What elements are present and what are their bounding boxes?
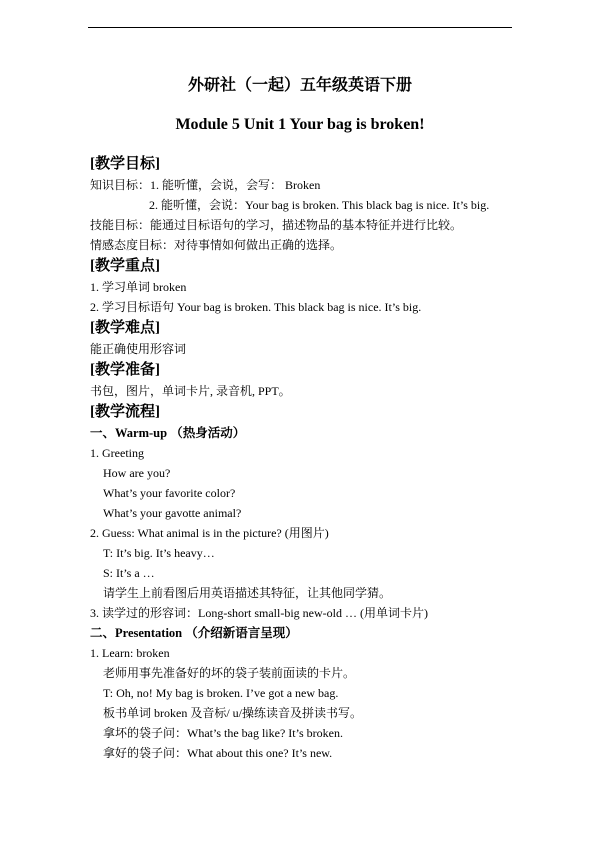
preparation-text: 书包，图片，单词卡片, 录音机, PPT。 bbox=[90, 384, 291, 398]
key-point-item: 1. 学习单词 broken bbox=[90, 280, 187, 294]
greeting-question: What’s your gavotte animal? bbox=[103, 506, 242, 520]
greeting-question: What’s your favorite color? bbox=[103, 486, 236, 500]
presentation-step: 板书单词 broken 及音标/ u/操练读音及拼读书写。 bbox=[103, 706, 362, 720]
document-title: 外研社（一起）五年级英语下册 bbox=[187, 77, 412, 94]
top-rule bbox=[88, 27, 512, 28]
greeting-line: 1. Greeting bbox=[90, 446, 144, 460]
preparation-heading: [教学准备] bbox=[90, 362, 160, 378]
skill-objective: 技能目标：能通过目标语句的学习，描述物品的基本特征并进行比较。 bbox=[90, 218, 463, 232]
presentation-step: 老师用事先准备好的坏的袋子装前面读的卡片。 bbox=[103, 666, 356, 680]
greeting-question: How are you? bbox=[103, 466, 171, 480]
process-heading: [教学流程] bbox=[90, 404, 160, 420]
student-line: S: It’s a … bbox=[103, 566, 155, 580]
presentation-step: 拿好的袋子问：What about this one? It’s new. bbox=[103, 746, 333, 760]
teacher-line: T: It’s big. It’s heavy… bbox=[103, 546, 215, 560]
warmup-section-title: 一、Warm-up （热身活动） bbox=[90, 426, 246, 440]
learn-line: 1. Learn: broken bbox=[90, 646, 170, 660]
presentation-section-title: 二、Presentation （介绍新语言呈现） bbox=[90, 626, 298, 640]
lesson-title: Module 5 Unit 1 Your bag is broken! bbox=[175, 116, 425, 133]
difficulties-heading: [教学难点] bbox=[90, 320, 160, 336]
key-point-item: 2. 学习目标语句 Your bag is broken. This black bag is nice. It’s big. bbox=[90, 300, 422, 314]
document-body bbox=[90, 153, 530, 763]
key-points-heading: [教学重点] bbox=[90, 258, 160, 274]
objectives-heading: [教学目标] bbox=[90, 156, 160, 172]
difficulties-text: 能正确使用形容词 bbox=[90, 342, 187, 356]
adjectives-line: 3. 读学过的形容词：Long-short small-big new-old … (用单词卡片) bbox=[90, 606, 428, 620]
guess-instruction: 请学生上前看图后用英语描述其特征，让其他同学猜。 bbox=[103, 586, 392, 600]
knowledge-objective-1: 知识目标：1. 能听懂，会说，会写： Broken bbox=[90, 178, 321, 192]
emotion-objective: 情感态度目标：对待事情如何做出正确的选择。 bbox=[90, 238, 343, 252]
knowledge-objective-2: 2. 能听懂，会说：Your bag is broken. This black bag is nice. It’s big. bbox=[149, 198, 490, 212]
guess-line: 2. Guess: What animal is in the picture? (用图片) bbox=[90, 526, 329, 540]
presentation-step: 拿坏的袋子问：What’s the bag like? It’s broken. bbox=[103, 726, 343, 740]
presentation-step: T: Oh, no! My bag is broken. I’ve got a new bag. bbox=[103, 686, 339, 700]
